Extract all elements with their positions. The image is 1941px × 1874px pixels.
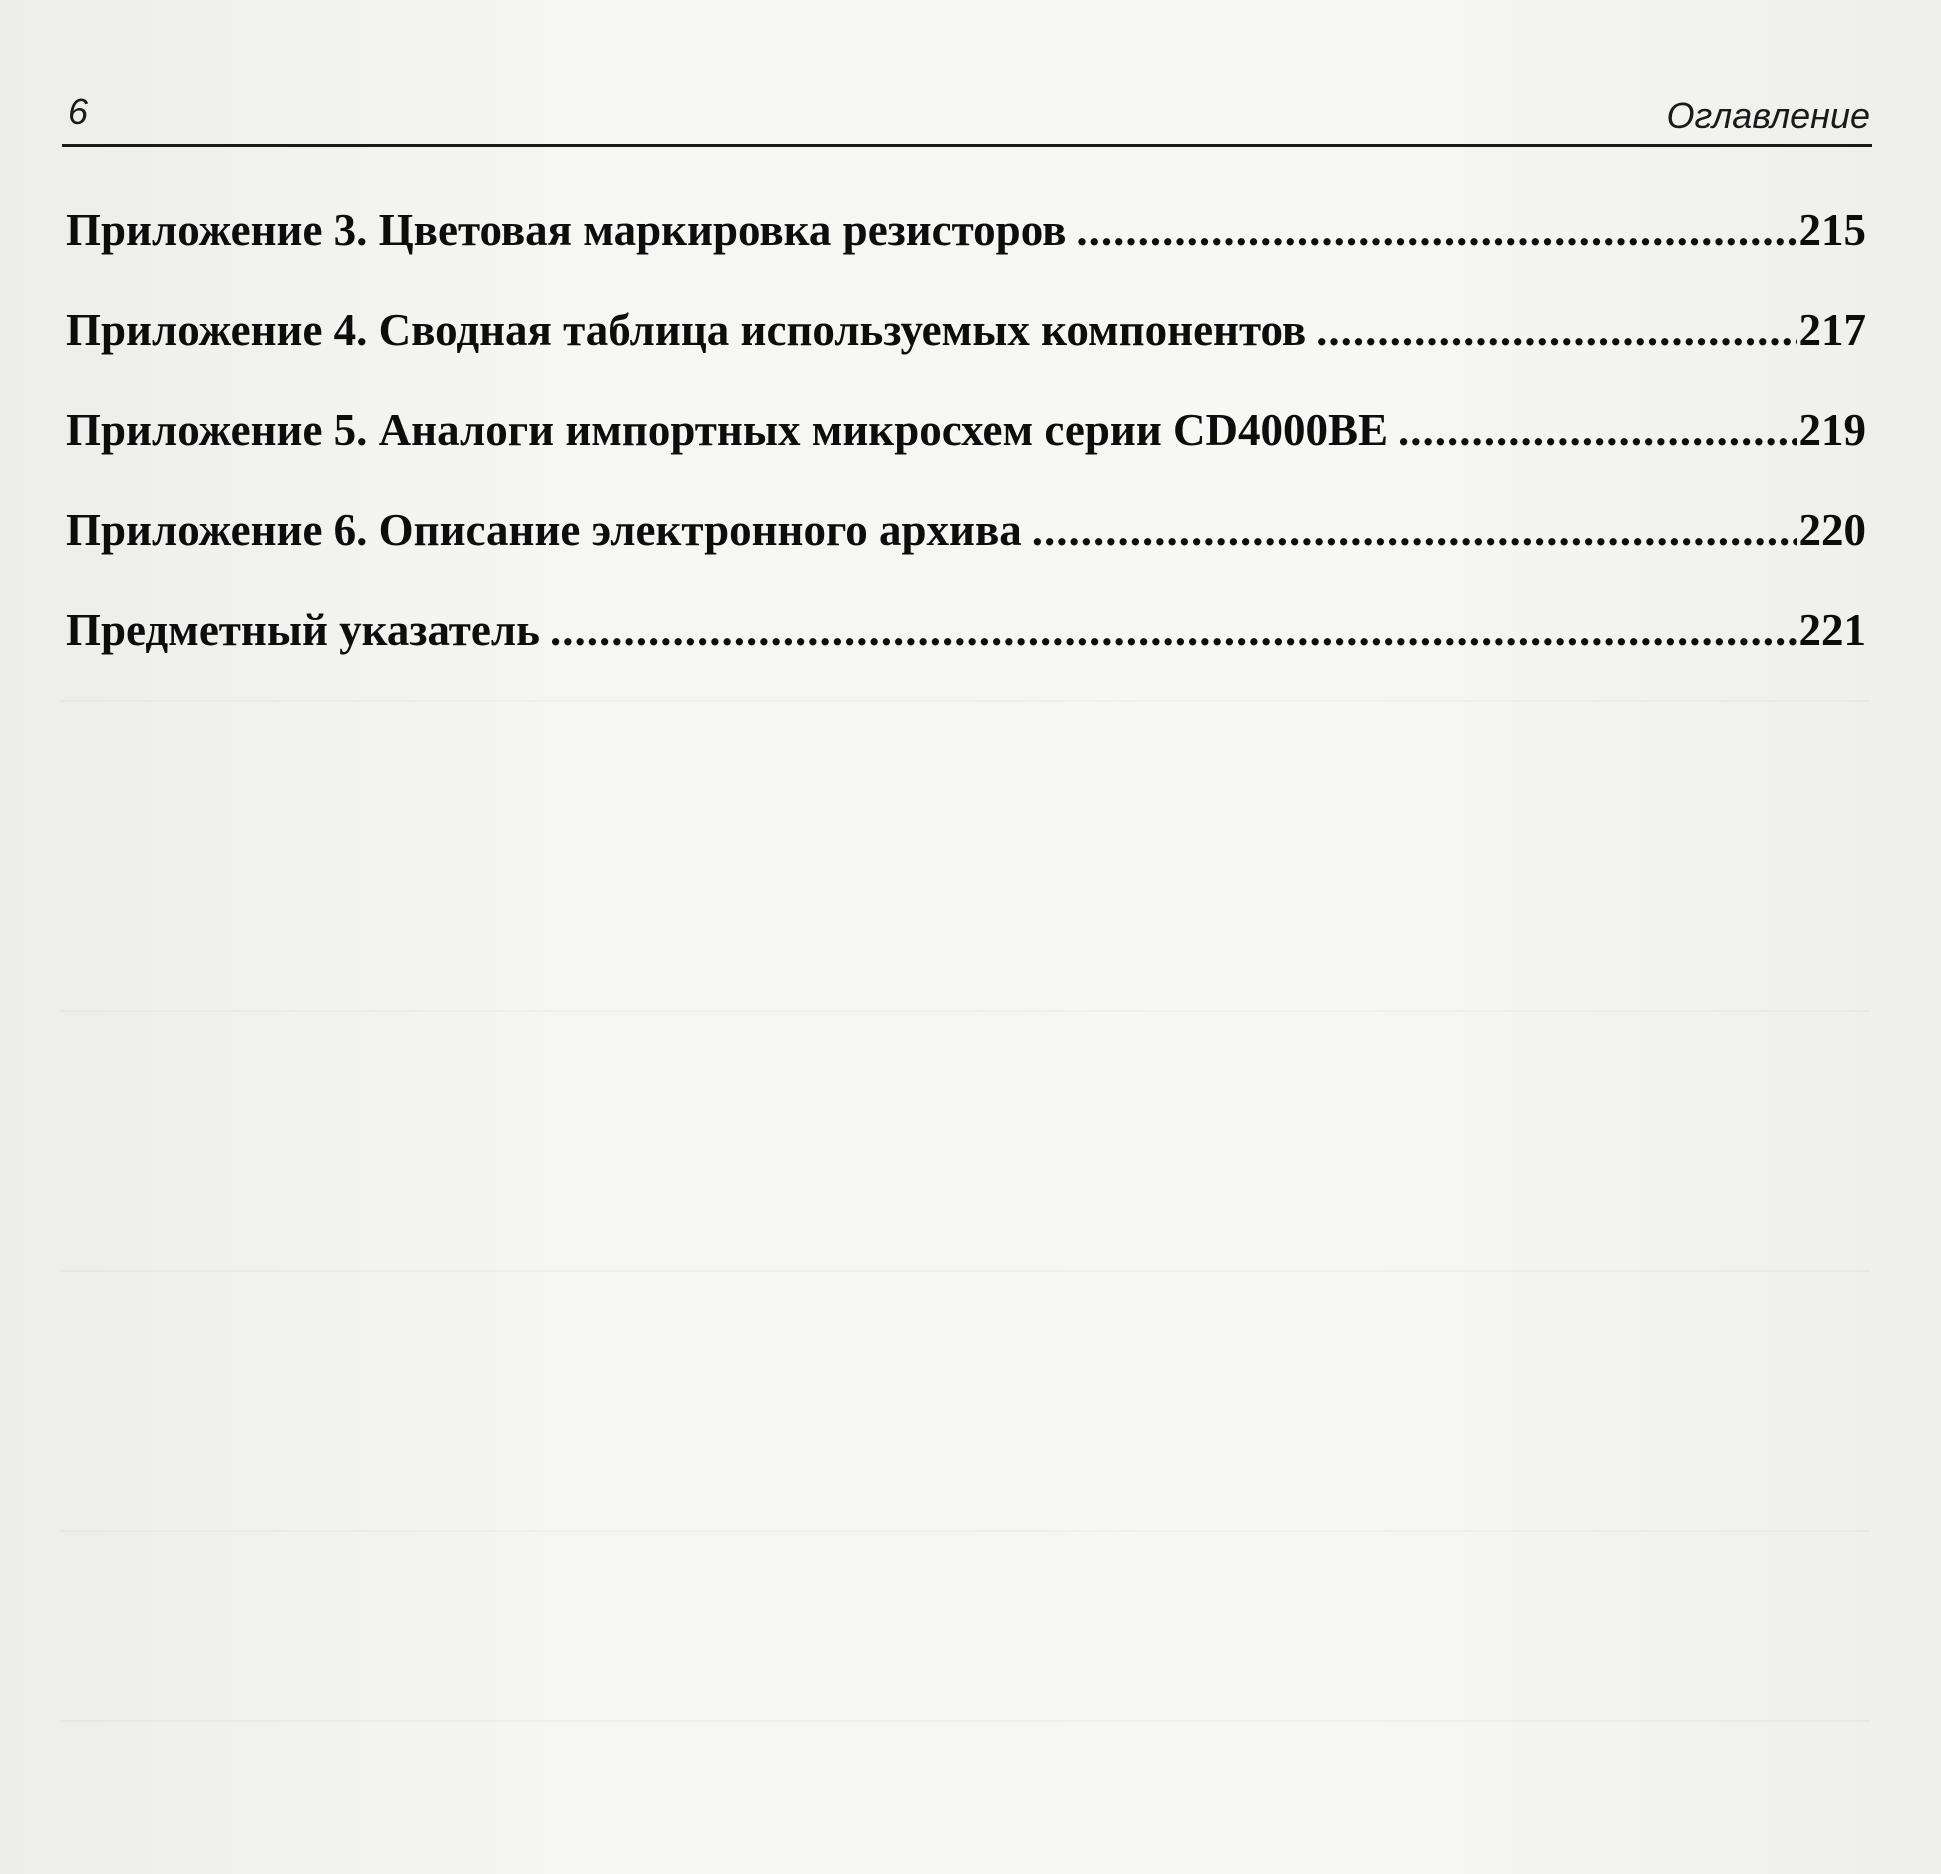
bleed-through-line <box>60 1270 1870 1272</box>
toc-dot-leader <box>1076 200 1796 260</box>
toc-entry <box>66 500 1866 600</box>
table-of-contents <box>66 200 1866 700</box>
toc-entry <box>66 400 1866 500</box>
toc-entry <box>66 300 1866 400</box>
toc-entry-title: Приложение 6. Описание электронного архива <box>66 505 1022 555</box>
header-rule <box>62 144 1872 147</box>
bleed-through-line <box>60 1010 1870 1012</box>
toc-entry-page: 221 <box>1798 605 1866 655</box>
bleed-through-line <box>60 1720 1870 1722</box>
toc-dot-leader <box>1316 300 1796 360</box>
toc-entry-page: 217 <box>1798 305 1866 355</box>
page-header <box>62 92 1870 142</box>
toc-entry-page: 215 <box>1798 205 1866 255</box>
toc-entry <box>66 200 1866 300</box>
toc-dot-leader <box>1032 500 1797 560</box>
toc-entry-title: Приложение 3. Цветовая маркировка резисторов <box>66 205 1067 255</box>
toc-dot-leader <box>1398 400 1796 460</box>
toc-entry <box>66 600 1866 700</box>
toc-entry-page: 220 <box>1798 505 1866 555</box>
toc-entry-title: Приложение 5. Аналоги импортных микросхем серии CD4000BE <box>66 405 1389 455</box>
bleed-through-line <box>60 700 1870 702</box>
page-number: 6 <box>68 91 89 132</box>
running-head: Оглавление <box>1666 95 1870 136</box>
toc-entry-title: Приложение 4. Сводная таблица используемых компонентов <box>66 305 1307 355</box>
bleed-through-line <box>60 1530 1870 1532</box>
toc-entry-title: Предметный указатель <box>66 605 540 655</box>
toc-entry-page: 219 <box>1798 405 1866 455</box>
toc-dot-leader <box>550 600 1797 660</box>
